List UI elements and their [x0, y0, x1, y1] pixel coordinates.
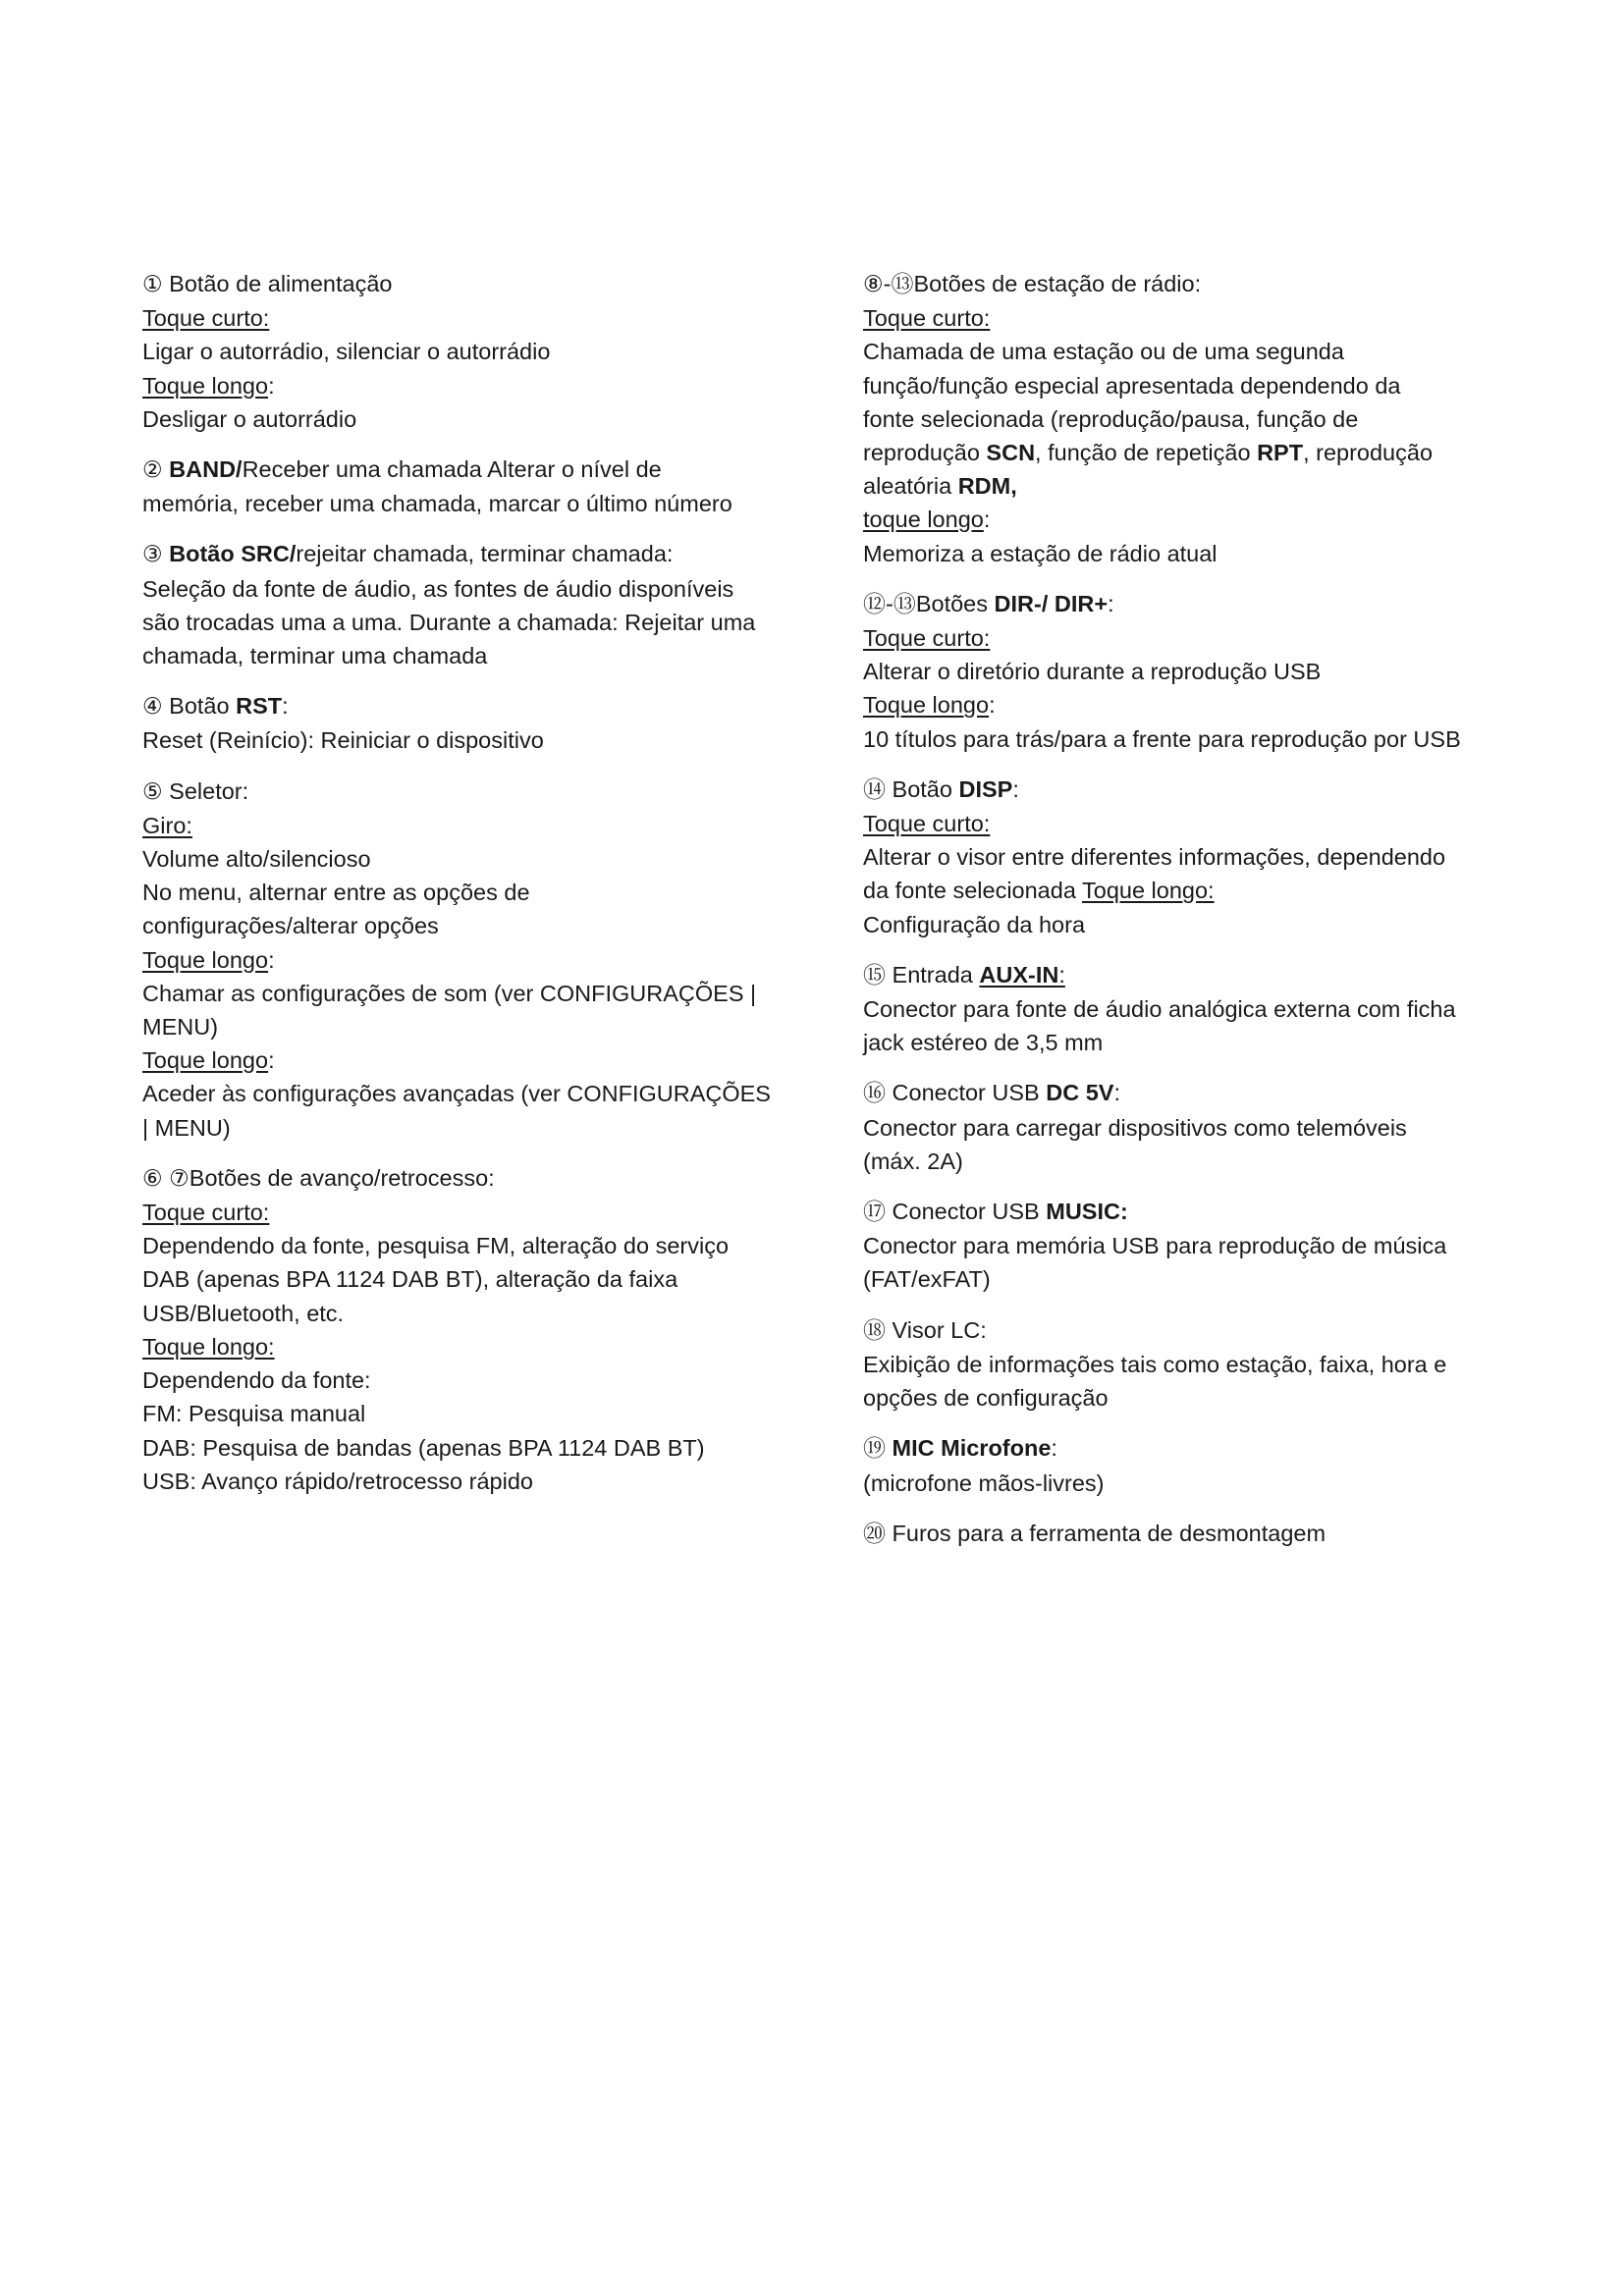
entry-text: Memoriza a estação de rádio atual — [863, 540, 1218, 566]
number-15-icon: ⑮ — [863, 962, 886, 988]
number-1-icon: ① — [142, 272, 163, 297]
entry-heading: ⑥ ⑦Botões de avanço/retrocesso: — [142, 1164, 495, 1192]
number-19-icon: ⑲ — [863, 1436, 886, 1463]
number-12-icon: ⑫ — [863, 591, 886, 617]
entry-text: Exibição de informações tais como estação, faixa, hora e — [863, 1351, 1447, 1377]
entry-text: configurações/alterar opções — [142, 913, 439, 939]
entry-text: Conector para fonte de áudio analógica externa com ficha — [863, 996, 1456, 1023]
entry-seek-buttons — [142, 1161, 790, 1498]
number-20-icon: ⑳ — [863, 1521, 886, 1547]
entry-text: Seleção da fonte de áudio, as fontes de áudio disponíveis — [142, 575, 734, 602]
entry-disp-button — [863, 773, 1511, 941]
entry-text: DAB: Pesquisa de bandas (apenas BPA 1124 DAB BT) — [142, 1434, 705, 1461]
entry-removal-holes — [863, 1517, 1511, 1551]
entry-text: jack estéreo de 3,5 mm — [863, 1030, 1104, 1056]
entry-heading: ⑳ Furos para a ferramenta de desmontagem — [863, 1520, 1326, 1547]
entry-text: (microfone mãos-livres) — [863, 1469, 1105, 1496]
entry-text: Alterar o visor entre diferentes informações, dependendo — [863, 844, 1446, 871]
entry-heading: ④ Botão RST: — [142, 693, 289, 721]
entry-heading: ⑧-⑬Botões de estação de rádio: — [863, 271, 1202, 297]
number-3-icon: ③ — [142, 542, 163, 568]
entry-text: No menu, alternar entre as opções de — [142, 880, 530, 906]
entry-text: são trocadas uma a uma. Durante a chamada: Rejeitar uma — [142, 609, 756, 635]
entry-text: (FAT/exFAT) — [863, 1266, 991, 1293]
entry-text: USB: Avanço rápido/retrocesso rápido — [142, 1468, 533, 1494]
short-press-label: Toque curto: — [863, 625, 991, 652]
entry-heading: ⑰ Conector USB MUSIC: — [863, 1199, 1128, 1226]
long-press-label: Toque longo — [142, 1047, 269, 1074]
entry-heading: ⑮ Entrada AUX-IN: — [863, 961, 1065, 988]
entry-text: 10 títulos para trás/para a frente para reprodução por USB — [863, 725, 1461, 752]
entry-text: USB/Bluetooth, etc. — [142, 1300, 345, 1326]
entry-text: memória, receber uma chamada, marcar o último número — [142, 491, 732, 517]
entry-dir-buttons: ⑫-⑬Botões DIR-/ DIR+: Toque curto: Alterar o diretório durante a reprodução USB Toque longo: 10 títulos para trás/para a frente para reprodução por USB — [863, 587, 1511, 756]
entry-text: (máx. 2A) — [863, 1148, 963, 1174]
entry-lc-display — [863, 1313, 1511, 1415]
right-column — [863, 267, 1511, 1568]
entry-text: da fonte selecionada Toque longo: — [863, 878, 1215, 904]
number-7-icon: ⑦ — [169, 1165, 189, 1192]
long-press-label: Toque longo — [142, 946, 269, 973]
entry-band — [142, 453, 790, 520]
entry-text: Dependendo da fonte: — [142, 1367, 371, 1394]
long-press-label: Toque longo — [863, 692, 990, 719]
entry-text: função/função especial apresentada dependendo da — [863, 372, 1401, 399]
entry-text: Conector para memória USB para reprodução de música — [863, 1233, 1447, 1259]
entry-text: Aceder às configurações avançadas (ver CONFIGURAÇÕES — [142, 1081, 771, 1107]
entry-text: Dependendo da fonte, pesquisa FM, alteração do serviço — [142, 1233, 730, 1259]
entry-heading: ② BAND/Receber uma chamada Alterar o nível de — [142, 456, 662, 484]
entry-heading: ⑤ Seletor: — [142, 777, 249, 805]
left-column — [142, 267, 790, 1515]
entry-microphone — [863, 1431, 1511, 1499]
entry-text: Volume alto/silencioso — [142, 846, 371, 873]
entry-text: Chamar as configurações de som (ver CONFIGURAÇÕES | — [142, 980, 757, 1006]
entry-text: Configuração da hora — [863, 911, 1086, 937]
entry-text: | MENU) — [142, 1114, 231, 1141]
entry-aux-in — [863, 958, 1511, 1060]
number-18-icon: ⑱ — [863, 1317, 886, 1344]
entry-text: MENU) — [142, 1014, 219, 1041]
number-14-icon: ⑭ — [863, 776, 886, 803]
entry-usb-music — [863, 1195, 1511, 1297]
entry-power-button: ① Botão de alimentação Toque curto: Ligar o autorrádio, silenciar o autorrádio Toque longo: Desligar o autorrádio — [142, 267, 790, 436]
entry-heading: ⑲ MIC Microfone: — [863, 1435, 1057, 1463]
entry-heading: ① Botão de alimentação — [142, 271, 393, 297]
rotate-label: Giro: — [142, 812, 192, 838]
entry-text: chamada, terminar uma chamada — [142, 643, 488, 669]
short-press-label: Toque curto: — [863, 811, 991, 837]
entry-heading: ③ Botão SRC/rejeitar chamada, terminar chamada: — [142, 541, 674, 568]
short-press-label: Toque curto: — [142, 305, 270, 332]
entry-text: Reset (Reinício): Reiniciar o dispositivo — [142, 727, 544, 754]
long-press-label: Toque longo: — [1082, 878, 1215, 904]
entry-text: FM: Pesquisa manual — [142, 1401, 366, 1427]
entry-selector: ⑤ Seletor: Giro: Volume alto/silencioso No menu, alternar entre as opções de configurações/alterar opções Toque longo: Chamar as configurações de som (ver CONFIGURAÇÕES | MENU) Toque longo: Aceder às configurações avançadas (ver CONFIGURAÇÕES | MENU) — [142, 774, 790, 1145]
entry-usb-dc5v — [863, 1076, 1511, 1178]
entry-heading: ⑯ Conector USB DC 5V: — [863, 1080, 1121, 1107]
entry-rst — [142, 689, 790, 757]
number-13-icon: ⑬ — [893, 591, 916, 617]
entry-heading: ⑫-⑬Botões DIR-/ DIR+: — [863, 590, 1114, 617]
long-press-label: Toque longo — [142, 372, 269, 399]
entry-text: opções de configuração — [863, 1385, 1109, 1412]
number-5-icon: ⑤ — [142, 778, 163, 805]
entry-text: Alterar o diretório durante a reprodução USB — [863, 659, 1322, 685]
entry-text: Conector para carregar dispositivos como telemóveis — [863, 1114, 1407, 1141]
long-press-label: Toque longo: — [142, 1333, 275, 1360]
number-17-icon: ⑰ — [863, 1200, 886, 1226]
number-4-icon: ④ — [142, 694, 163, 721]
entry-text: reprodução SCN, função de repetição RPT, reprodução — [863, 440, 1434, 466]
entry-text: Chamada de uma estação ou de uma segunda — [863, 339, 1344, 365]
entry-station-buttons: ⑧-⑬Botões de estação de rádio: Toque curto: Chamada de uma estação ou de uma segunda função/função especial apresentada dependendo da fonte selecionada (reprodução/pausa, função de reprodução SCN, função de repetição RPT, reprodução aleatória RDM, toque longo: Memoriza a estação de rádio atual — [863, 267, 1511, 570]
entry-text: DAB (apenas BPA 1124 DAB BT), alteração da faixa — [142, 1266, 678, 1293]
short-press-label: Toque curto: — [863, 305, 991, 332]
long-press-label: toque longo — [863, 507, 984, 533]
number-2-icon: ② — [142, 457, 163, 484]
entry-src — [142, 537, 790, 672]
number-6-icon: ⑥ — [142, 1165, 163, 1192]
entry-text: Desligar o autorrádio — [142, 405, 357, 432]
number-16-icon: ⑯ — [863, 1081, 886, 1107]
entry-heading: ⑭ Botão DISP: — [863, 775, 1019, 803]
entry-heading: ⑱ Visor LC: — [863, 1316, 987, 1344]
short-press-label: Toque curto: — [142, 1200, 270, 1226]
entry-text: Ligar o autorrádio, silenciar o autorrádio — [142, 339, 551, 365]
number-13-icon: ⑬ — [891, 272, 914, 297]
entry-text: fonte selecionada (reprodução/pausa, função de — [863, 405, 1359, 432]
number-8-icon: ⑧ — [863, 272, 884, 297]
entry-text: aleatória RDM, — [863, 473, 1017, 500]
